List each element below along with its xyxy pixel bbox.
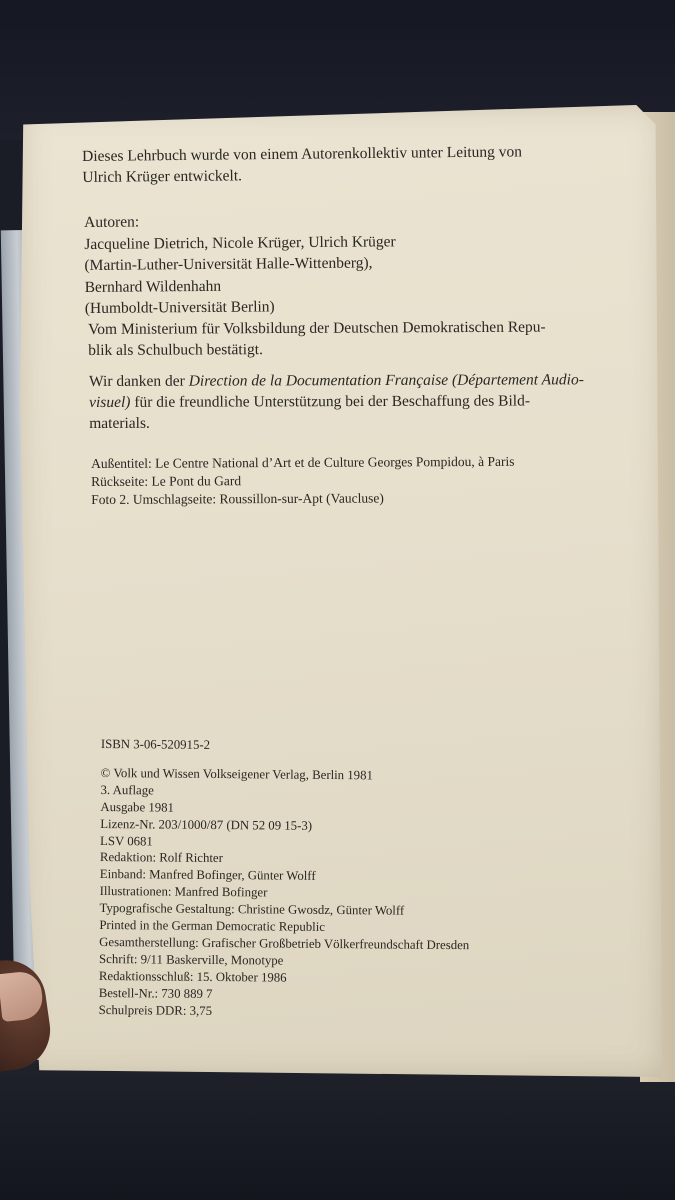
imprint-line: Einband: Manfred Bofinger, Günter Wolff xyxy=(99,867,316,884)
imprint-line: Bestell-Nr.: 730 889 7 xyxy=(98,985,213,1001)
imprint-line: 3. Auflage xyxy=(100,782,154,798)
imprint-line: Typografische Gestaltung: Christine Gwosdz, Günter Wolff xyxy=(99,901,405,918)
imprint-line: Redaktionsschluß: 15. Oktober 1986 xyxy=(98,968,287,985)
approval-line: Vom Ministerium für Volksbildung der Deutschen Demokratischen Repu- xyxy=(88,318,546,338)
intro-text xyxy=(82,140,622,188)
approval-text xyxy=(88,316,618,361)
thanks-text xyxy=(89,369,619,434)
authors-line: Bernhard Wildenhahn xyxy=(84,277,222,296)
photo-credits xyxy=(91,452,631,509)
thanks-organization: Direction de la Documentation Française (Département Audio- xyxy=(188,371,584,390)
intro-line: Dieses Lehrbuch wurde von einem Autorenkollektiv unter Leitung von xyxy=(82,143,523,165)
thanks-organization-cont: visuel) xyxy=(89,393,131,411)
imprint-line: © Volk und Wissen Volkseigener Verlag, Berlin 1981 xyxy=(100,765,373,783)
imprint-line: Gesamtherstellung: Grafischer Großbetrieb Völkerfreundschaft Dresden xyxy=(99,934,470,953)
thanks-suffix: für die freundliche Unterstützung bei der Beschaffung des Bild- xyxy=(130,392,531,411)
credit-photo2: Foto 2. Umschlagseite: Roussillon-sur-Apt (Vaucluse) xyxy=(91,490,384,507)
authors-heading: Autoren: xyxy=(84,213,140,231)
imprint-line: LSV 0681 xyxy=(100,833,153,848)
imprint-line: Lizenz-Nr. 203/1000/87 (DN 52 09 15-3) xyxy=(100,816,313,833)
isbn: ISBN 3-06-520915-2 xyxy=(100,736,211,752)
thanks-line xyxy=(89,369,619,392)
credit-cover: Außentitel: Le Centre National d’Art et de Culture Georges Pompidou, à Paris xyxy=(91,453,515,471)
imprint-line: Redaktion: Rolf Richter xyxy=(99,850,223,866)
imprint-line: Illustrationen: Manfred Bofinger xyxy=(99,884,268,900)
authors-section xyxy=(84,207,625,319)
imprint-line: Ausgabe 1981 xyxy=(100,799,175,815)
authors-line: Jacqueline Dietrich, Nicole Krüger, Ulrich Krüger xyxy=(84,232,396,253)
authors-line: (Humboldt-Universität Berlin) xyxy=(84,298,275,317)
background-bottom xyxy=(0,1060,675,1200)
authors-line: (Martin-Luther-Universität Halle-Wittenberg), xyxy=(84,254,373,274)
imprint-line: Schrift: 9/11 Baskerville, Monotype xyxy=(98,951,284,968)
imprint-line: Printed in the German Democratic Republic xyxy=(99,918,326,935)
thanks-prefix: Wir danken der xyxy=(89,372,189,390)
approval-line: blik als Schulbuch bestätigt. xyxy=(88,341,264,359)
thanks-line xyxy=(89,390,619,413)
intro-line: Ulrich Krüger entwickelt. xyxy=(82,167,243,186)
imprint-line: Schulpreis DDR: 3,75 xyxy=(98,1002,213,1018)
imprint xyxy=(99,736,621,1023)
credit-back: Rückseite: Le Pont du Gard xyxy=(91,473,242,489)
thanks-line: materials. xyxy=(89,414,150,432)
